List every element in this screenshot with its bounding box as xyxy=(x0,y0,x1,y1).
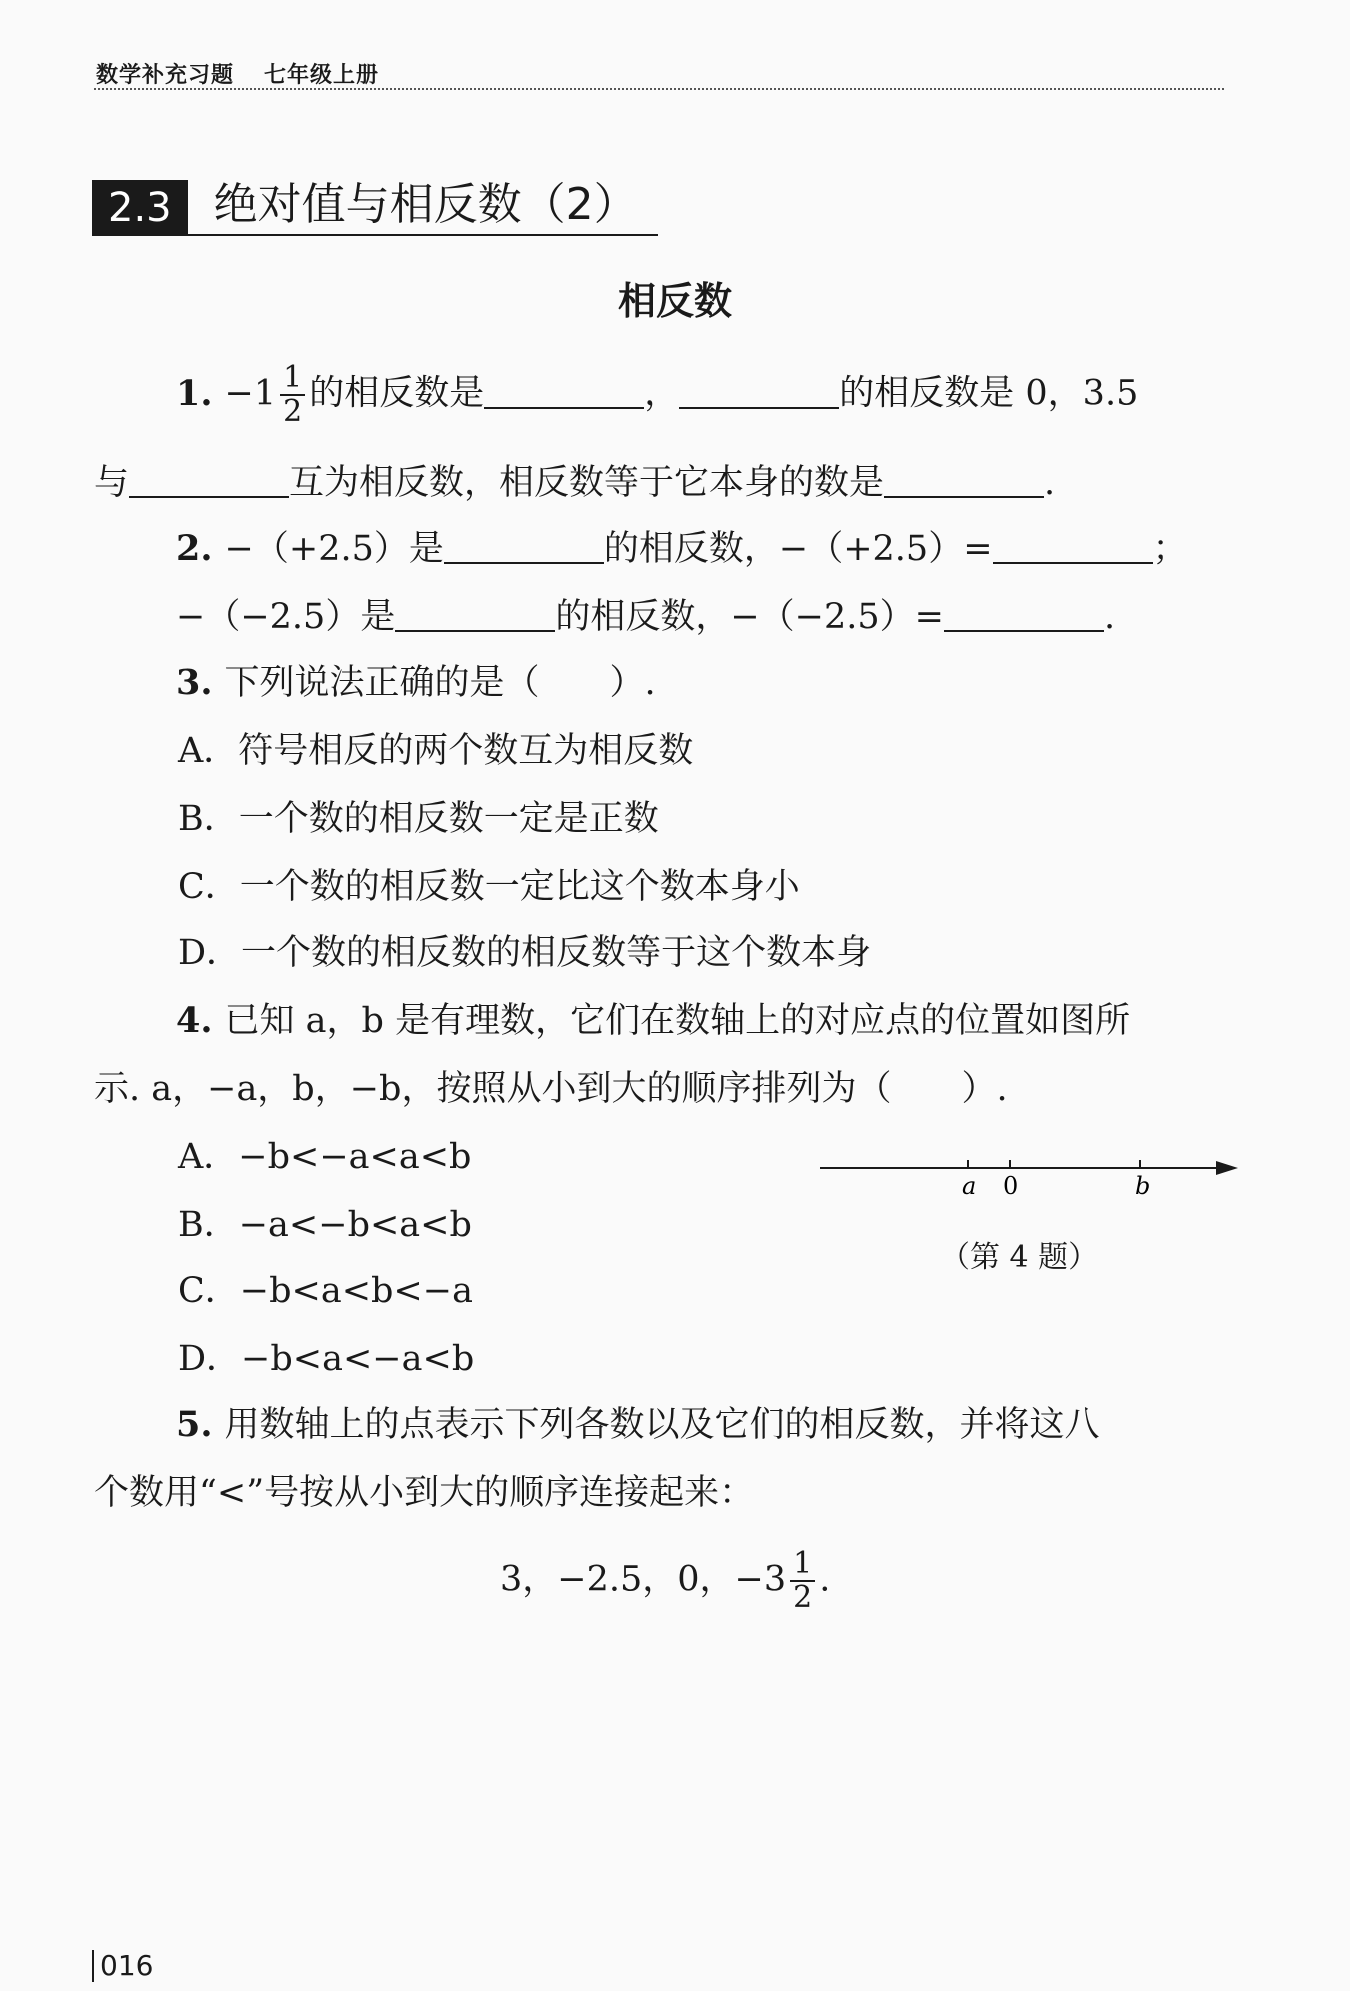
q1-text-1: 的相反数是 xyxy=(309,373,485,414)
q3-option-d: D．一个数的相反数的相反数等于这个数本身 xyxy=(178,933,872,973)
number-line-arrow xyxy=(1216,1161,1238,1175)
q4-stem-2: 示. a，−a，b，−b，按照从小到大的顺序排列为（ ）. xyxy=(94,1069,1008,1109)
q2-text-b1: −（−2.5）是 xyxy=(176,597,396,637)
q1-text-3: 与 xyxy=(94,463,130,503)
label-a: a xyxy=(962,1172,977,1200)
q4-option-b: B．−a<−b<a<b xyxy=(178,1205,472,1245)
q4-figure-caption: （第 4 题） xyxy=(940,1240,1099,1275)
q1-blank-2[interactable] xyxy=(679,373,839,409)
page-number: 016 xyxy=(92,1950,153,1982)
q1-blank-4[interactable] xyxy=(884,462,1044,498)
q2-text-a3: ； xyxy=(1152,529,1188,569)
q3-stem xyxy=(176,658,656,708)
q1-text-4: 互为相反数，相反数等于它本身的数是 xyxy=(289,463,885,503)
q2-text-b2: 的相反数，−（−2.5）= xyxy=(555,597,944,637)
q4-number: 4. xyxy=(176,1000,213,1041)
q4-option-d: D．−b<a<−a<b xyxy=(178,1339,475,1379)
book-title: 数学补充习题 xyxy=(96,63,235,88)
q5-stem-2: 个数用“<”号按从小到大的顺序连接起来： xyxy=(94,1473,755,1513)
q1-number: 1. xyxy=(176,372,213,414)
q1-fraction xyxy=(280,362,305,428)
q5-frac-numerator: 1 xyxy=(790,1548,815,1582)
q2-blank-4[interactable] xyxy=(944,596,1104,632)
q5-fraction xyxy=(790,1548,815,1614)
q3-stem-text: 下列说法正确的是（ ）. xyxy=(224,663,656,703)
section-heading xyxy=(92,180,658,236)
q1-blank-1[interactable] xyxy=(484,373,644,409)
q1-frac-numerator: 1 xyxy=(280,362,305,396)
q3-option-a: A．符号相反的两个数互为相反数 xyxy=(178,731,694,771)
q4-number-line xyxy=(820,1140,1240,1200)
q4-stem-1 xyxy=(176,996,1130,1046)
q2-text-a1: −（+2.5）是 xyxy=(224,529,444,569)
q5-number: 5. xyxy=(176,1404,213,1445)
q1-line-2 xyxy=(94,458,1055,508)
q2-blank-3[interactable] xyxy=(395,596,555,632)
q1-comma: ， xyxy=(644,373,680,414)
header-rule xyxy=(94,88,1224,90)
q4-option-c: C．−b<a<b<−a xyxy=(178,1271,473,1311)
q2-blank-1[interactable] xyxy=(444,528,604,564)
section-title: 绝对值与相反数（2） xyxy=(188,178,658,236)
q5-frac-denominator: 2 xyxy=(793,1580,813,1615)
subheading: 相反数 xyxy=(617,279,732,323)
q1-frac-denominator: 2 xyxy=(283,394,303,429)
q2-number: 2. xyxy=(176,528,213,569)
q3-number: 3. xyxy=(176,662,213,703)
q1-blank-3[interactable] xyxy=(129,462,289,498)
q2-text-b3: . xyxy=(1103,597,1116,637)
running-header xyxy=(96,58,379,89)
q2-line-2 xyxy=(176,592,1115,642)
q1-neg: −1 xyxy=(224,373,277,414)
q5-stem-1 xyxy=(176,1400,1100,1450)
q5-stem-1-text: 用数轴上的点表示下列各数以及它们的相反数，并将这八 xyxy=(224,1405,1100,1445)
grade-label: 七年级上册 xyxy=(264,63,380,88)
q5-list-prefix: 3，−2.5，0，−3 xyxy=(500,1559,787,1600)
q5-number-list xyxy=(500,1548,830,1614)
label-zero: 0 xyxy=(1003,1172,1019,1200)
q1-text-2: 的相反数是 0，3.5 xyxy=(839,373,1139,414)
label-b: b xyxy=(1135,1172,1151,1200)
q2-text-a2: 的相反数，−（+2.5）= xyxy=(603,529,993,569)
q3-option-c: C．一个数的相反数一定比这个数本身小 xyxy=(178,867,800,907)
q4-option-a: A．−b<−a<a<b xyxy=(178,1137,472,1177)
section-number: 2.3 xyxy=(92,180,188,236)
q1-end: . xyxy=(1044,463,1056,503)
q5-list-end: . xyxy=(819,1559,831,1600)
q1-line-1 xyxy=(176,362,1138,428)
q2-blank-2[interactable] xyxy=(993,528,1153,564)
q3-option-b: B．一个数的相反数一定是正数 xyxy=(178,799,659,839)
q4-stem-1-text: 已知 a，b 是有理数，它们在数轴上的对应点的位置如图所 xyxy=(224,1001,1131,1041)
q2-line-1 xyxy=(176,524,1188,574)
